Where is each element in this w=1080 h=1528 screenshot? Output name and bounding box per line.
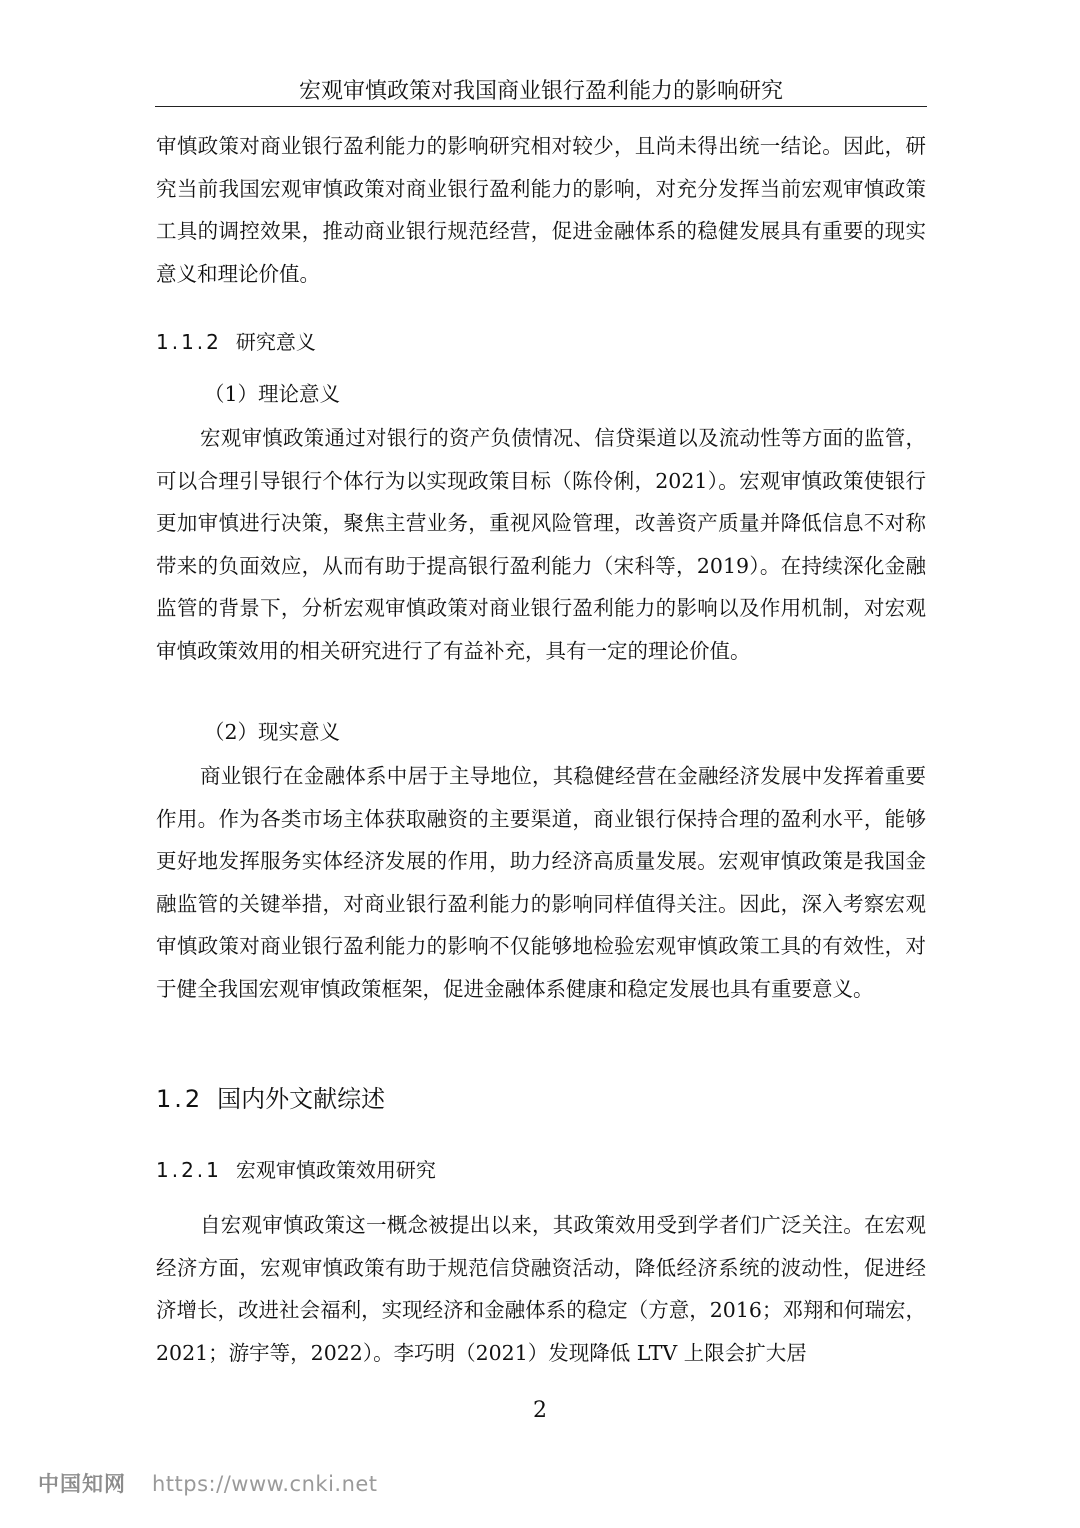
section-number: 1.2 bbox=[156, 1085, 204, 1113]
subheading-practice: （2）现实意义 bbox=[204, 720, 341, 744]
running-header-title: 宏观审慎政策对我国商业银行盈利能力的影响研究 bbox=[298, 79, 783, 104]
section-heading-1-2-1 bbox=[156, 1154, 436, 1186]
section-title: 国内外文献综述 bbox=[217, 1085, 386, 1113]
section-title: 宏观审慎政策效用研究 bbox=[235, 1158, 436, 1182]
paragraph-theory: 宏观审慎政策通过对银行的资产负债情况、信贷渠道以及流动性等方面的监管，可以合理引导银行个体行为以实现政策目标（陈伶俐，2021）。宏观审慎政策使银行更加审慎进行决策，聚焦主营业务，重视风险管理，改善资产质量并降低信息不对称带来的负面效应，从而有助于提高银行盈利能力（宋科等，2019）。在持续深化金融监管的背景下，分析宏观审慎政策对商业银行盈利能力的影响以及作用机制，对宏观审慎政策效用的相关研究进行了有益补充，具有一定的理论价值。 bbox=[156, 426, 926, 663]
cnki-watermark bbox=[38, 1466, 378, 1502]
paragraph-practice: 商业银行在金融体系中居于主导地位，其稳健经营在金融经济发展中发挥着重要作用。作为各类市场主体获取融资的主要渠道，商业银行保持合理的盈利水平，能够更好地发挥服务实体经济发展的作用，助力经济高质量发展。宏观审慎政策是我国金融监管的关键举措，对商业银行盈利能力的影响同样值得关注。因此，深入考察宏观审慎政策对商业银行盈利能力的影响不仅能够地检验宏观审慎政策工具的有效性，对于健全我国宏观审慎政策框架，促进金融体系健康和稳定发展也具有重要意义。 bbox=[156, 764, 926, 1001]
section-title: 研究意义 bbox=[235, 330, 316, 354]
section-number: 1.2.1 bbox=[156, 1158, 222, 1182]
cnki-url: https://www.cnki.net bbox=[152, 1472, 378, 1496]
cnki-logo: 中国知网 bbox=[38, 1472, 126, 1496]
header-divider bbox=[155, 106, 927, 107]
section-heading-1-2 bbox=[156, 1081, 385, 1117]
page-number: 2 bbox=[533, 1398, 547, 1423]
subheading-theory: （1）理论意义 bbox=[204, 382, 341, 406]
section-heading-1-1-2 bbox=[156, 326, 316, 358]
paragraph-intro-continued: 审慎政策对商业银行盈利能力的影响研究相对较少，且尚未得出统一结论。因此，研究当前我国宏观审慎政策对商业银行盈利能力的影响，对充分发挥当前宏观审慎政策工具的调控效果，推动商业银行规范经营，促进金融体系的稳健发展具有重要的现实意义和理论价值。 bbox=[156, 134, 926, 286]
section-number: 1.1.2 bbox=[156, 330, 222, 354]
paragraph-policy-effect: 自宏观审慎政策这一概念被提出以来，其政策效用受到学者们广泛关注。在宏观经济方面，宏观审慎政策有助于规范信贷融资活动，降低经济系统的波动性，促进经济增长，改进社会福利，实现经济和金融体系的稳定（方意，2016；邓翔和何瑞宏，2021；游宇等，2022）。李巧明（2021）发现降低 LTV 上限会扩大居 bbox=[156, 1213, 926, 1365]
